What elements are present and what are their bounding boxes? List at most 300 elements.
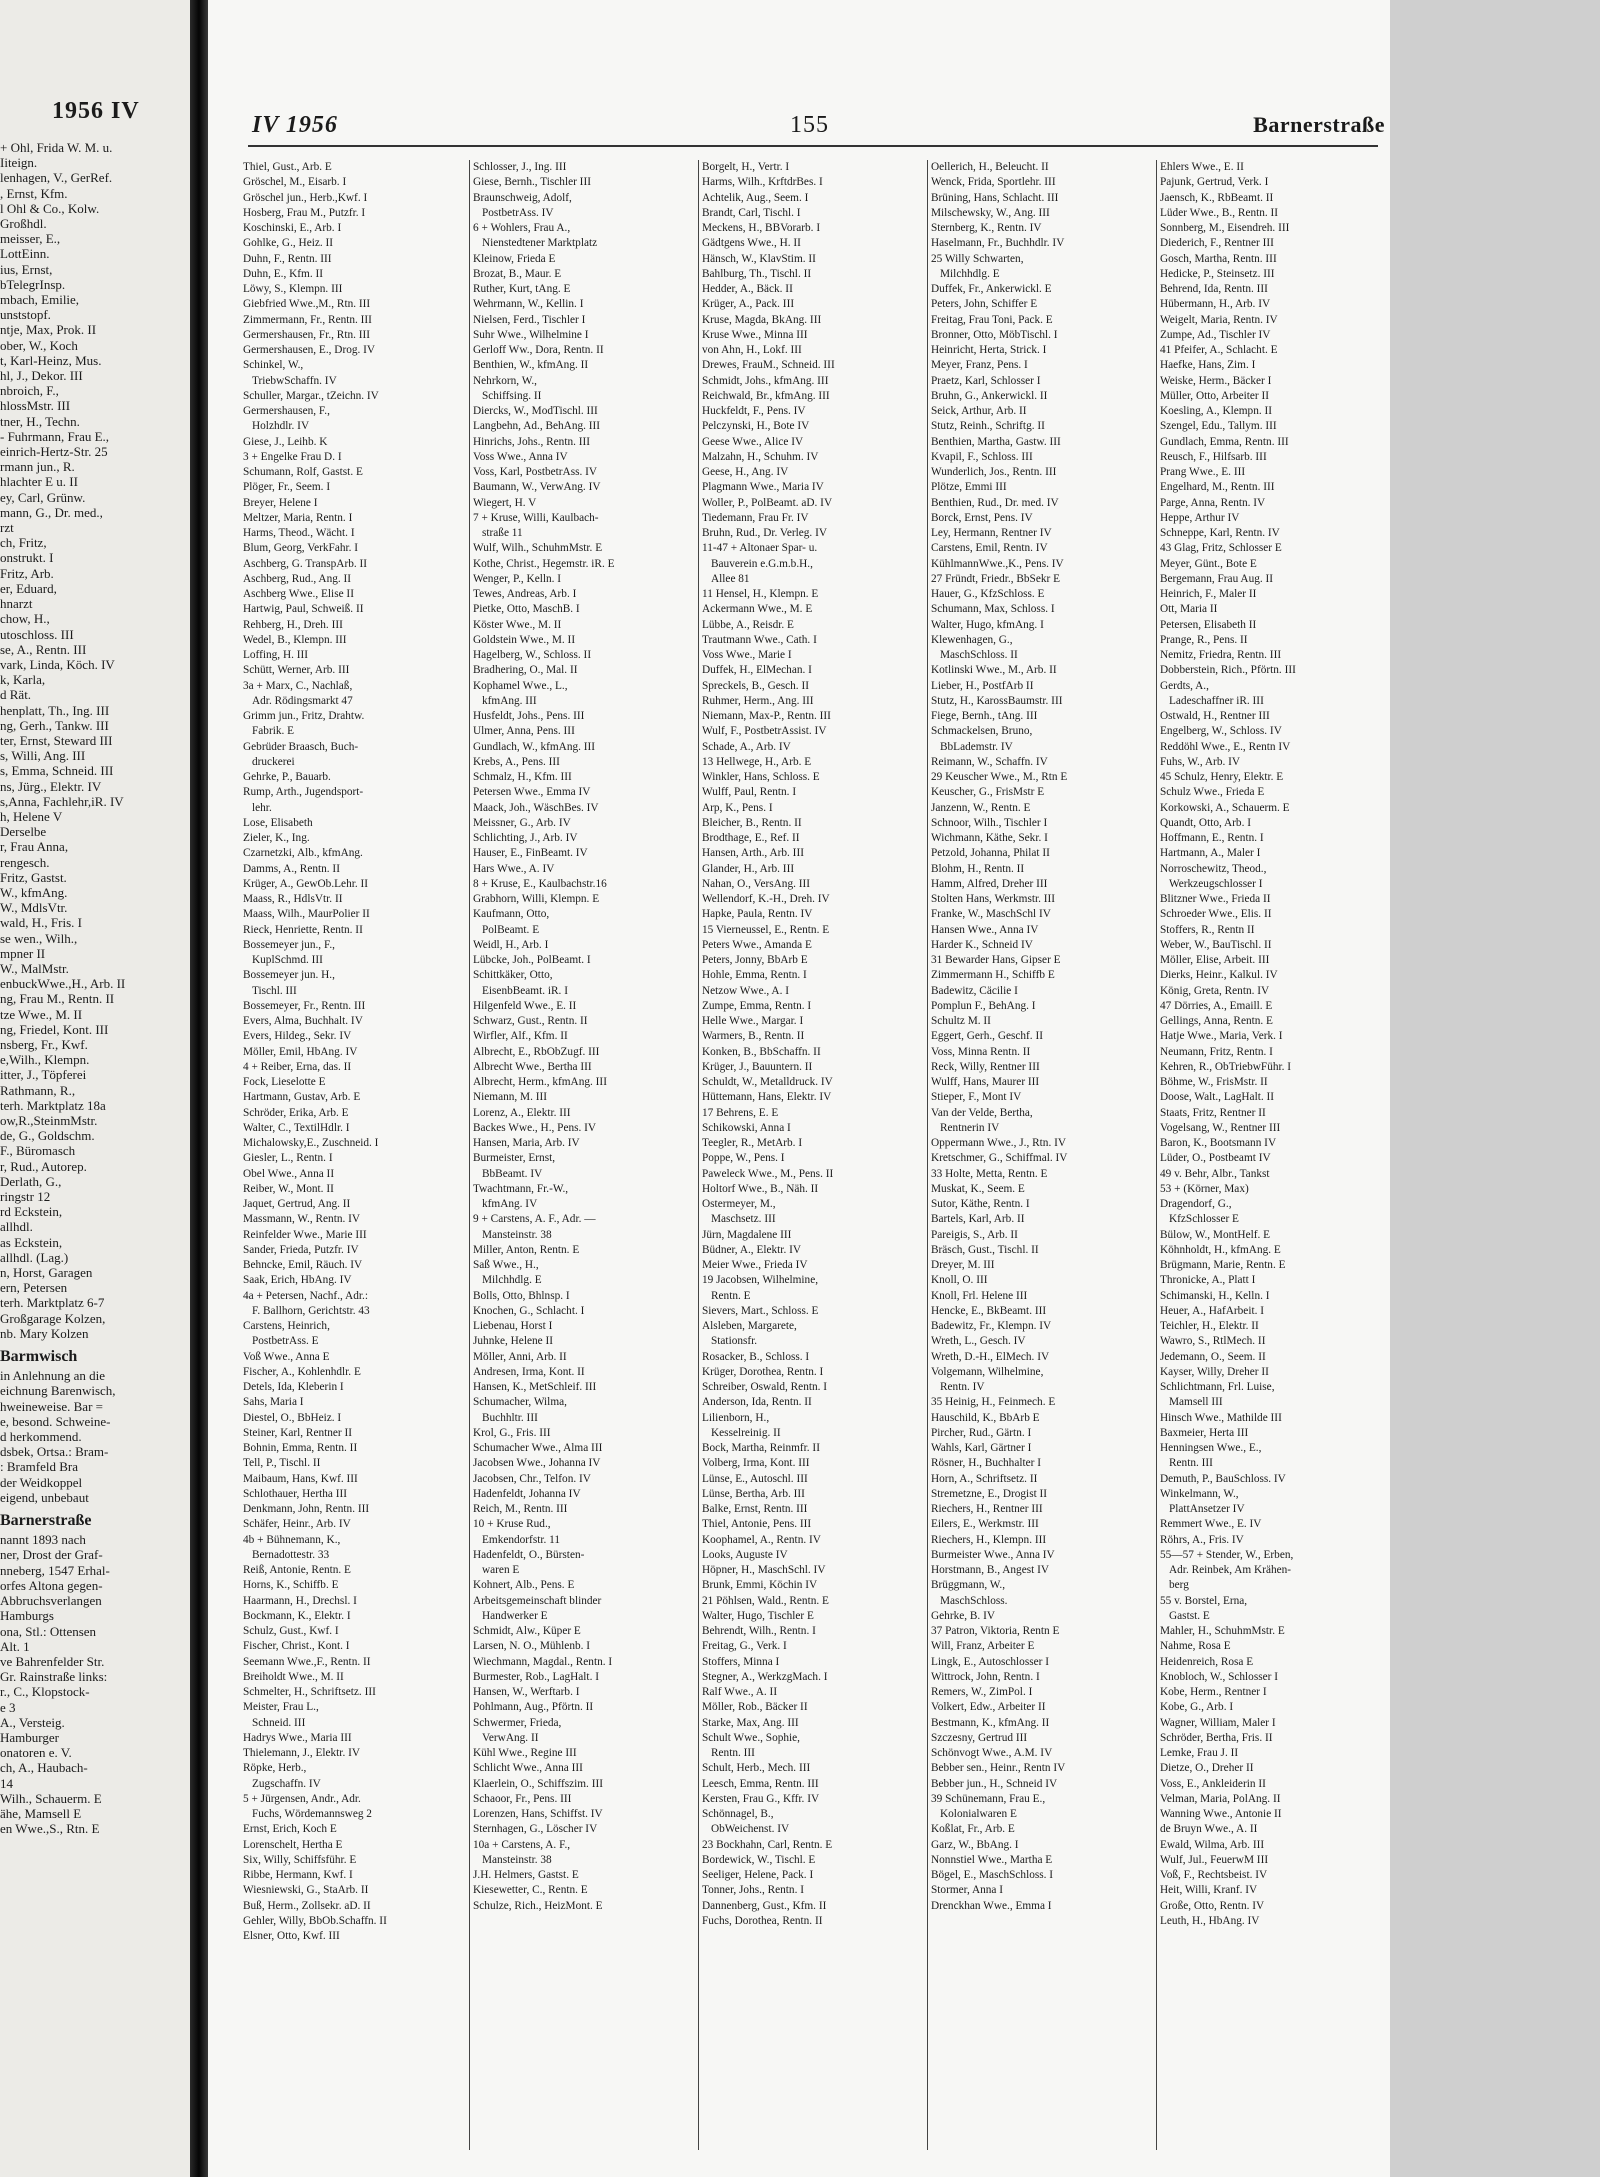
directory-entry: Kobe, Herm., Rentner I xyxy=(1160,1686,1267,1698)
directory-entry: 4 + Reiber, Erna, das. II xyxy=(243,1060,352,1073)
directory-entry: Warmers, B., Rentn. II xyxy=(702,1030,805,1043)
directory-entry: Alsleben, Margarete, xyxy=(702,1320,797,1332)
directory-entry: Höpner, H., MaschSchl. IV xyxy=(702,1564,826,1576)
directory-entry: Zieler, K., Ing. xyxy=(243,832,310,844)
directory-entry: Lorenz, A., Elektr. III xyxy=(473,1106,571,1119)
directory-entry: Krüger, J., Bauuntern. II xyxy=(702,1060,813,1073)
directory-entry: Bräsch, Gust., Tischl. II xyxy=(931,1243,1039,1256)
facing-line: ey, Carl, Grünw. xyxy=(0,489,86,505)
column-5 xyxy=(1156,160,1383,2150)
directory-entry: Denkmann, John, Rentn. III xyxy=(243,1503,370,1515)
directory-entry: Bahlburg, Th., Tischl. II xyxy=(702,267,812,280)
directory-entry: Baron, K., Bootsmann IV xyxy=(1160,1137,1277,1149)
facing-line: vark, Linda, Köch. IV xyxy=(0,656,115,672)
directory-entry: Albrecht, E., RbObZugf. III xyxy=(473,1045,600,1058)
directory-entry: Sander, Frieda, Putzfr. IV xyxy=(243,1243,359,1256)
directory-entry: Steiner, Karl, Rentner II xyxy=(243,1426,353,1439)
directory-entry: Saak, Erich, HbAng. IV xyxy=(243,1274,352,1287)
directory-entry: Six, Willy, Schiffsführ. E xyxy=(243,1853,357,1866)
directory-entry: Voss Wwe., Marie I xyxy=(702,649,792,661)
directory-entry: Lorenschelt, Hertha E xyxy=(243,1838,343,1851)
facing-line: allhdl. (Lag.) xyxy=(0,1249,69,1265)
directory-entry: Schröder, Erika, Arb. E xyxy=(243,1106,349,1119)
directory-entry: Wreth, D.-H., ElMech. IV xyxy=(931,1350,1050,1363)
facing-line: ringstr 12 xyxy=(0,1189,51,1205)
directory-entry: Ladeschaffner iR. III xyxy=(1169,694,1264,707)
directory-entry: Horstmann, B., Angest IV xyxy=(931,1564,1049,1576)
directory-entry: Benthien, Rud., Dr. med. IV xyxy=(931,496,1059,509)
directory-entry: Stationsfr. xyxy=(711,1335,758,1348)
directory-entry: Schönvogt Wwe., A.M. IV xyxy=(931,1747,1053,1759)
directory-entry: Voß, F., Rechtsbeist. IV xyxy=(1160,1869,1268,1881)
facing-line: ow,R.,SteinmMstr. xyxy=(0,1113,98,1128)
directory-entry: Harms, Theod., Wächt. I xyxy=(243,527,355,539)
directory-entry: Grimm jun., Fritz, Drahtw. xyxy=(243,710,365,722)
directory-entry: Lilienborn, H., xyxy=(702,1411,770,1424)
facing-page-text xyxy=(0,140,190,1836)
directory-entry: Schikowski, Anna I xyxy=(702,1121,791,1134)
directory-entry: Hadenfeldt, O., Bürsten- xyxy=(473,1548,585,1561)
directory-entry: straße 11 xyxy=(482,527,523,539)
directory-entry: Müller, Otto, Arbeiter II xyxy=(1160,389,1270,402)
directory-entry: BbBeamt. IV xyxy=(482,1167,543,1180)
directory-entry: Gerloff Ww., Dora, Rentn. II xyxy=(473,344,604,356)
directory-entry: Badewitz, Cäcilie I xyxy=(931,984,1018,997)
directory-entry: Rentn. IV xyxy=(940,1381,985,1393)
directory-entry: MaschSchloss. xyxy=(940,1594,1008,1607)
directory-entry: Krol, G., Fris. III xyxy=(473,1426,551,1439)
directory-entry: Dreyer, M. III xyxy=(931,1259,995,1271)
facing-line: ter, Ernst, Steward III xyxy=(0,732,113,748)
directory-entry: Duhn, F., Rentn. III xyxy=(243,252,332,265)
directory-entry: Meyer, Günt., Bote E xyxy=(1160,557,1257,570)
directory-entry: Brodthage, E., Ref. II xyxy=(702,832,800,844)
directory-entry: Starke, Max, Ang. III xyxy=(702,1716,799,1729)
directory-entry: Burmeister Wwe., Anna IV xyxy=(931,1548,1055,1561)
facing-line: hl, J., Dekor. III xyxy=(0,368,83,384)
directory-entry: Brüggmann, W., xyxy=(931,1579,1006,1592)
directory-entry: Ostermeyer, M., xyxy=(702,1198,776,1210)
directory-entry: druckerei xyxy=(252,755,295,768)
directory-entry: Bleicher, B., Rentn. II xyxy=(702,816,802,829)
directory-entry: Henningsen Wwe., E., xyxy=(1160,1442,1262,1454)
directory-entry: Germershausen, E., Drog. IV xyxy=(243,344,376,356)
directory-entry: Wreth, L., Gesch. IV xyxy=(931,1335,1026,1348)
directory-entry: 3 + Engelke Frau D. I xyxy=(243,450,342,463)
directory-entry: Reusch, F., Hilfsarb. III xyxy=(1160,450,1267,463)
directory-entry: Dannenberg, Gust., Kfm. II xyxy=(702,1899,827,1912)
directory-entry: berg xyxy=(1169,1579,1189,1592)
directory-entry: Fischer, Christ., Kont. I xyxy=(243,1640,350,1653)
facing-line: bTelegrInsp. xyxy=(0,276,66,292)
facing-line: rmann jun., R. xyxy=(0,459,75,475)
directory-entry: Bossemeyer jun. H., xyxy=(243,969,335,982)
directory-entry: Schlosser, J., Ing. III xyxy=(473,161,567,173)
directory-entry: Garz, W., BbAng. I xyxy=(931,1838,1019,1851)
directory-entry: 15 Vierneussel, E., Rentn. E xyxy=(702,923,830,936)
facing-line: s, Willi, Ang. III xyxy=(0,748,86,764)
directory-entry: Reiber, W., Mont. II xyxy=(243,1182,334,1195)
directory-entry: Stoffers, Minna I xyxy=(702,1655,780,1668)
directory-entry: Brandt, Carl, Tischl. I xyxy=(702,206,801,219)
directory-entry: Schwermer, Frieda, xyxy=(473,1716,562,1729)
directory-entry: Nielsen, Ferd., Tischler I xyxy=(473,313,586,326)
directory-entry: Geese Wwe., Alice IV xyxy=(702,435,804,448)
directory-entry: Nehrkorn, W., xyxy=(473,374,538,387)
directory-entry: 11 Hensel, H., Klempn. E xyxy=(702,588,819,600)
directory-entry: Maass, R., HdlsVtr. II xyxy=(243,893,343,905)
directory-entry: Stremetzne, E., Drogist II xyxy=(931,1487,1048,1500)
directory-entry: Behncke, Emil, Räuch. IV xyxy=(243,1259,363,1271)
scan-background xyxy=(1390,0,1600,2177)
directory-entry: Hansen, K., MetSchleif. III xyxy=(473,1381,597,1393)
directory-entry: Holzhdlr. IV xyxy=(252,420,310,433)
directory-entry: de Bruyn Wwe., A. II xyxy=(1160,1823,1258,1836)
facing-line: hweineweise. Bar = xyxy=(0,1398,103,1414)
directory-entry: Harder K., Schneid IV xyxy=(931,938,1033,951)
directory-entry: Czarnetzki, Alb., kfmAng. xyxy=(243,847,363,860)
directory-entry: Pohlmann, Aug., Pförtn. II xyxy=(473,1701,594,1714)
directory-entry: Schulz, Gust., Kwf. I xyxy=(243,1625,339,1637)
directory-entry: Obel Wwe., Anna II xyxy=(243,1167,335,1180)
directory-entry: Bülow, W., MontHelf. E xyxy=(1160,1228,1271,1241)
directory-entry: Wulf, Jul., FeuerwM III xyxy=(1160,1853,1269,1866)
facing-line: ius, Ernst, xyxy=(0,261,53,277)
directory-entry: Sternhagen, G., Löscher IV xyxy=(473,1823,598,1836)
directory-entry: Prange, R., Pens. II xyxy=(1160,633,1248,646)
directory-entry: Weidl, H., Arb. I xyxy=(473,938,549,951)
facing-line: nbroich, F., xyxy=(0,383,59,399)
directory-entry: Freitag, Frau Toni, Pack. E xyxy=(931,313,1053,326)
facing-page-heading: 1956 IV xyxy=(52,98,140,124)
directory-entry: Petersen, Elisabeth II xyxy=(1160,618,1257,631)
facing-line: ng, Friedel, Kont. III xyxy=(0,1021,109,1037)
directory-entry: Emkendorfstr. 11 xyxy=(482,1533,561,1546)
directory-entry: Seeliger, Helene, Pack. I xyxy=(702,1869,814,1881)
directory-entry: Peters, John, Schiffer E xyxy=(931,298,1038,311)
directory-entry: 3a + Marx, C., Nachlaß, xyxy=(243,679,353,692)
directory-entry: Reddöhl Wwe., E., Rentn IV xyxy=(1160,740,1291,753)
directory-entry: Hansen, W., Werftarb. I xyxy=(473,1686,580,1698)
directory-entry: Holtorf Wwe., B., Näh. II xyxy=(702,1182,819,1195)
directory-entry: Fuchs, Wördemannsweg 2 xyxy=(252,1808,372,1820)
facing-line: W., kfmAng. xyxy=(0,884,68,900)
directory-entry: Sonnberg, M., Eisendreh. III xyxy=(1160,222,1290,234)
column-3 xyxy=(698,160,925,2150)
directory-entry: Große, Otto, Rentn. IV xyxy=(1160,1899,1265,1912)
directory-entry: Lorenzen, Hans, Schiffst. IV xyxy=(473,1808,603,1820)
facing-line: tner, H., Techn. xyxy=(0,413,80,429)
directory-entry: Mamsell III xyxy=(1169,1396,1223,1409)
directory-entry: Woller, P., PolBeamt. aD. IV xyxy=(702,496,833,509)
directory-entry: 45 Schulz, Henry, Elektr. E xyxy=(1160,771,1284,783)
page-header xyxy=(230,112,1385,148)
directory-entry: VerwAng. II xyxy=(482,1731,539,1744)
directory-entry: Schulze, Rich., HeizMont. E xyxy=(473,1899,603,1912)
directory-entry: Hohle, Emma, Rentn. I xyxy=(702,969,807,982)
directory-entry: Jacobsen, Chr., Telfon. IV xyxy=(473,1472,591,1485)
directory-entry: Franke, W., MaschSchl IV xyxy=(931,908,1051,921)
directory-entry: Duhn, E., Kfm. II xyxy=(243,267,324,280)
directory-entry: Lingk, E., Autoschlosser I xyxy=(931,1655,1049,1668)
directory-entry: Jaensch, K., RbBeamt. II xyxy=(1160,191,1274,204)
directory-entry: Schmidt, Alw., Küper E xyxy=(473,1625,581,1637)
directory-entry: Ribbe, Hermann, Kwf. I xyxy=(243,1869,353,1881)
directory-entry: Knoll, O. III xyxy=(931,1274,988,1287)
directory-entry: Hansen, Maria, Arb. IV xyxy=(473,1137,580,1149)
directory-entry: Zimmermann H., Schiffb E xyxy=(931,969,1055,982)
directory-entry: Rentnerin IV xyxy=(940,1121,1000,1134)
directory-entry: Brunk, Emmi, Köchin IV xyxy=(702,1579,818,1592)
directory-entry: Pelczynski, H., Bote IV xyxy=(702,420,810,433)
directory-entry: Schmalz, H., Kfm. III xyxy=(473,771,572,783)
directory-entry: KühlmannWwe.,K., Pens. IV xyxy=(931,557,1064,570)
directory-entry: Jürn, Magdalene III xyxy=(702,1228,792,1241)
directory-entry: Eggert, Gerh., Geschf. II xyxy=(931,1030,1043,1043)
directory-entry: Wenck, Frida, Sportlehr. III xyxy=(931,176,1056,189)
directory-entry: Ewald, Wilma, Arb. III xyxy=(1160,1838,1265,1851)
directory-entry: Fiege, Bernh., tAng. III xyxy=(931,710,1038,722)
directory-entry: Wirfler, Alf., Kfm. II xyxy=(473,1030,568,1043)
directory-entry: Pareigis, S., Arb. II xyxy=(931,1228,1018,1241)
directory-entry: Lüder, O., Postbeamt IV xyxy=(1160,1152,1271,1165)
directory-entry: Brügmann, Marie, Rentn. E xyxy=(1160,1259,1286,1271)
directory-entry: Damms, A., Rentn. II xyxy=(243,862,340,875)
directory-entry: Harms, Wilh., KrftdrBes. I xyxy=(702,176,823,189)
directory-entry: Rösner, H., Buchhalter I xyxy=(931,1457,1041,1470)
directory-entry: Riechers, H., Rentner III xyxy=(931,1503,1043,1515)
facing-line: Gr. Rainstraße links: xyxy=(0,1669,108,1685)
directory-entry: Möller, Anni, Arb. II xyxy=(473,1350,567,1363)
directory-entry: Bohnin, Emma, Rentn. II xyxy=(243,1442,358,1454)
directory-entry: Krüger, Dorothea, Rentn. I xyxy=(702,1365,824,1378)
directory-entry: Wellendorf, K.-H., Dreh. IV xyxy=(702,893,830,905)
directory-entry: Schult Wwe., Sophie, xyxy=(702,1731,801,1744)
facing-line: chow, H., xyxy=(0,611,50,627)
facing-line: enbuckWwe.,H., Arb. II xyxy=(0,976,126,992)
directory-entry: Wulff, Paul, Rentn. I xyxy=(702,786,797,799)
directory-entry: Bauverein e.G.m.b.H., xyxy=(711,557,813,570)
directory-entry: Gehrke, B. IV xyxy=(931,1609,995,1622)
directory-entry: Voß Wwe., Anna E xyxy=(243,1350,330,1363)
directory-entry: Germershausen, Fr., Rtn. III xyxy=(243,328,371,341)
directory-entry: Gosch, Martha, Rentn. III xyxy=(1160,252,1277,265)
directory-entry: Köhnholdt, H., kfmAng. E xyxy=(1160,1243,1281,1256)
directory-entry: Voss, E., Ankleiderin II xyxy=(1160,1777,1266,1790)
directory-entry: Borgelt, H., Vertr. I xyxy=(702,161,790,173)
facing-line: tze Wwe., M. II xyxy=(0,1006,83,1022)
directory-entry: Schumann, Max, Schloss. I xyxy=(931,603,1055,616)
directory-entry: Baxmeier, Herta III xyxy=(1160,1426,1249,1439)
directory-entry: Leesch, Emma, Rentn. III xyxy=(702,1777,819,1790)
directory-entry: 10a + Carstens, A. F., xyxy=(473,1838,571,1851)
column-1 xyxy=(240,160,466,2150)
facing-line: Großgarage Kolzen, xyxy=(0,1310,106,1326)
directory-entry: Reichwald, Br., kfmAng. III xyxy=(702,389,830,402)
directory-entry: Kersten, Frau G., Kffr. IV xyxy=(702,1792,820,1805)
facing-line: hlachter E u. II xyxy=(0,474,78,490)
directory-entry: Zimmermann, Fr., Rentn. III xyxy=(243,313,372,326)
directory-entry: Schultz M. II xyxy=(931,1015,991,1027)
directory-entry: Szczesny, Gertrud III xyxy=(931,1731,1028,1744)
directory-entry: Wiesniewski, G., StaArb. II xyxy=(243,1884,369,1897)
facing-line: Hamburger xyxy=(0,1729,59,1745)
directory-entry: Larsen, N. O., Mühlenb. I xyxy=(473,1640,591,1653)
facing-line: rd Eckstein, xyxy=(0,1204,63,1220)
directory-entry: Aschberg Wwe., Elise II xyxy=(243,588,354,600)
directory-entry: PolBeamt. E xyxy=(482,923,540,936)
directory-entry: 27 Fründt, Friedr., BbSekr E xyxy=(931,572,1060,585)
directory-entry: Winkelmann, W., xyxy=(1160,1487,1239,1500)
directory-entry: Drewes, FrauM., Schneid. III xyxy=(702,359,835,372)
directory-entry: EisenbBeamt. iR. I xyxy=(482,984,568,997)
directory-entry: Giese, Bernh., Tischler III xyxy=(473,176,591,189)
directory-entry: Peters, Jonny, BbArb E xyxy=(702,954,808,966)
directory-entry: Petersen Wwe., Emma IV xyxy=(473,786,591,799)
directory-entry: Loffing, H. III xyxy=(243,649,309,661)
facing-line: onstrukt. I xyxy=(0,550,54,566)
directory-entry: Burmeister, Ernst, xyxy=(473,1152,556,1165)
directory-entry: 43 Glag, Fritz, Schlosser E xyxy=(1160,542,1282,555)
facing-line: Derselbe xyxy=(0,824,47,840)
directory-entry: Konken, B., BbSchaffn. II xyxy=(702,1045,821,1058)
directory-entry: KuplSchmd. III xyxy=(252,954,323,966)
directory-entry: Netzow Wwe., A. I xyxy=(702,984,790,997)
directory-entry: Ruther, Kurt, tAng. E xyxy=(473,283,571,295)
directory-entry: Meister, Frau L., xyxy=(243,1701,319,1714)
directory-entry: Neumann, Fritz, Rentn. I xyxy=(1160,1045,1273,1058)
directory-entry: Schlothauer, Hertha III xyxy=(243,1487,347,1500)
directory-entry: Evers, Alma, Buchhalt. IV xyxy=(243,1015,363,1027)
facing-line: ng, Gerh., Tankw. III xyxy=(0,717,109,733)
facing-line: ns, Jürg., Elektr. IV xyxy=(0,778,102,794)
directory-entry: Schittkäker, Otto, xyxy=(473,969,553,982)
facing-line: t, Karl-Heinz, Mus. xyxy=(0,352,102,368)
directory-entry: Niemann, Max-P., Rentn. III xyxy=(702,710,831,722)
header-rule xyxy=(248,145,1378,147)
directory-entry: Schmidt, Johs., kfmAng. III xyxy=(702,374,829,387)
directory-entry: Thronicke, A., Platt I xyxy=(1160,1274,1256,1287)
directory-entry: Kaufmann, Otto, xyxy=(473,908,550,921)
facing-line: 14 xyxy=(0,1775,13,1791)
directory-entry: Fuchs, Dorothea, Rentn. II xyxy=(702,1914,823,1927)
directory-entry: Ley, Hermann, Rentner IV xyxy=(931,527,1052,539)
directory-entry: 6 + Wohlers, Frau A., xyxy=(473,222,571,234)
directory-entry: Fuhs, W., Arb. IV xyxy=(1160,755,1241,768)
directory-entry: Milschewsky, W., Ang. III xyxy=(931,206,1050,219)
directory-entry: Muskat, K., Seem. E xyxy=(931,1182,1025,1195)
directory-entry: Wenger, P., Kelln. I xyxy=(473,572,562,585)
directory-entry: Ralf Wwe., A. II xyxy=(702,1686,778,1698)
directory-entry: Rosacker, B., Schloss. I xyxy=(702,1350,810,1363)
directory-entry: Plötze, Emmi III xyxy=(931,481,1007,494)
directory-entry: Giese, J., Leihb. K xyxy=(243,435,328,448)
directory-entry: Achtelik, Aug., Seem. I xyxy=(702,191,809,204)
directory-entry: Schmelter, H., Schriftsetz. III xyxy=(243,1686,376,1698)
directory-entry: Kotlinski Wwe., M., Arb. II xyxy=(931,664,1057,677)
directory-entry: Seemann Wwe.,F., Rentn. II xyxy=(243,1655,371,1668)
directory-entry: Stegner, A., WerkzgMach. I xyxy=(702,1670,828,1683)
directory-entry: Mansteinstr. 38 xyxy=(482,1853,552,1866)
directory-entry: Van der Velde, Bertha, xyxy=(931,1106,1033,1119)
directory-entry: Badewitz, Fr., Klempn. IV xyxy=(931,1320,1052,1332)
facing-line: F., Büromasch xyxy=(0,1143,76,1159)
facing-line: r, Frau Anna, xyxy=(0,839,69,855)
facing-line: - Fuhrmann, Frau E., xyxy=(0,428,110,444)
directory-entry: Möller, Emil, HbAng. IV xyxy=(243,1045,358,1058)
facing-line: rengesch. xyxy=(0,854,50,870)
directory-entry: Kesselreinig. II xyxy=(711,1426,781,1439)
directory-entry: Nienstedtener Marktplatz xyxy=(482,237,598,250)
directory-entry: Bruhn, Rud., Dr. Verleg. IV xyxy=(702,527,827,539)
directory-entry: Gebrüder Braasch, Buch- xyxy=(243,740,359,753)
directory-entry: Voss, Minna Rentn. II xyxy=(931,1045,1031,1058)
directory-entry: Wunderlich, Jos., Rentn. III xyxy=(931,466,1057,478)
directory-entry: PostbetrAss. E xyxy=(252,1335,319,1348)
directory-entry: Krüger, A., Pack. III xyxy=(702,298,795,311)
directory-entry: Kvapil, F., Schloss. III xyxy=(931,450,1033,463)
directory-entry: Bergemann, Frau Aug. II xyxy=(1160,572,1274,585)
column-2 xyxy=(469,160,696,2150)
directory-entry: Huckfeldt, F., Pens. IV xyxy=(702,405,806,417)
facing-line: meisser, E., xyxy=(0,231,61,247)
directory-entry: Schulz Wwe., Frieda E xyxy=(1160,786,1265,799)
facing-line: d Rät. xyxy=(0,687,32,703)
directory-entry: Kohnert, Alb., Pens. E xyxy=(473,1579,575,1592)
directory-entry: Balke, Ernst, Rentn. III xyxy=(702,1503,808,1515)
directory-entry: 39 Schünemann, Frau E., xyxy=(931,1792,1046,1805)
directory-entry: Paweleck Wwe., M., Pens. II xyxy=(702,1167,834,1180)
directory-entry: Haefke, Hans, Zim. I xyxy=(1160,359,1256,372)
page-number: 155 xyxy=(790,112,829,138)
directory-entry: Dietze, O., Dreher II xyxy=(1160,1762,1254,1775)
facing-line: W., MdlsVtr. xyxy=(0,900,68,916)
directory-entry: kfmAng. III xyxy=(482,694,537,707)
directory-entry: Korkowski, A., Schauerm. E xyxy=(1160,801,1290,814)
directory-entry: Pircher, Rud., Gärtn. I xyxy=(931,1426,1032,1439)
directory-entry: Bartels, Karl, Arb. II xyxy=(931,1213,1025,1226)
directory-entry: Voss, Karl, PostbetrAss. IV xyxy=(473,466,598,478)
directory-entry: Milchhdlg. E xyxy=(940,267,1000,280)
directory-entry: Petzold, Johanna, Philat II xyxy=(931,847,1050,860)
facing-line: d herkommend. xyxy=(0,1429,82,1445)
directory-entry: Rentn. III xyxy=(1169,1457,1213,1470)
facing-line: hnarzt xyxy=(0,596,33,612)
facing-line: l Ohl & Co., Kolw. xyxy=(0,200,100,216)
directory-entry: Seick, Arthur, Arb. II xyxy=(931,405,1027,417)
directory-entry: 21 Pöhlsen, Wald., Rentn. E xyxy=(702,1594,829,1607)
directory-entry: Buß, Herm., Zollsekr. aD. II xyxy=(243,1899,371,1912)
directory-entry: Heinricht, Herta, Strick. I xyxy=(931,344,1047,356)
directory-entry: Vogelsang, W., Rentner III xyxy=(1160,1121,1281,1134)
facing-line: ch, A., Haubach- xyxy=(0,1760,88,1776)
facing-line: e, besond. Schweine- xyxy=(0,1413,111,1429)
directory-entry: Schlicht Wwe., Anna III xyxy=(473,1762,583,1775)
directory-entry: Schreiber, Oswald, Rentn. I xyxy=(702,1381,828,1393)
directory-entry: Klaerlein, O., Schiffszim. III xyxy=(473,1777,603,1790)
directory-entry: 37 Patron, Viktoria, Rentn E xyxy=(931,1625,1060,1637)
directory-entry: Stoffers, R., Rentn II xyxy=(1160,923,1255,936)
directory-entry: Büdner, A., Elektr. IV xyxy=(702,1243,802,1256)
directory-entry: Schimanski, H., Kelln. I xyxy=(1160,1289,1270,1302)
facing-line: ve Bahrenfelder Str. xyxy=(0,1653,105,1669)
directory-entry: 7 + Kruse, Willi, Kaulbach- xyxy=(473,511,599,524)
street-heading: Barnerstraße xyxy=(1253,112,1385,137)
directory-entry: Löwy, S., Klempn. III xyxy=(243,283,343,295)
directory-entry: Hinrichs, Johs., Rentn. III xyxy=(473,435,591,448)
directory-entry: PlattAnsetzer IV xyxy=(1169,1503,1245,1515)
directory-entry: Nemitz, Friedra, Rentn. III xyxy=(1160,649,1282,661)
